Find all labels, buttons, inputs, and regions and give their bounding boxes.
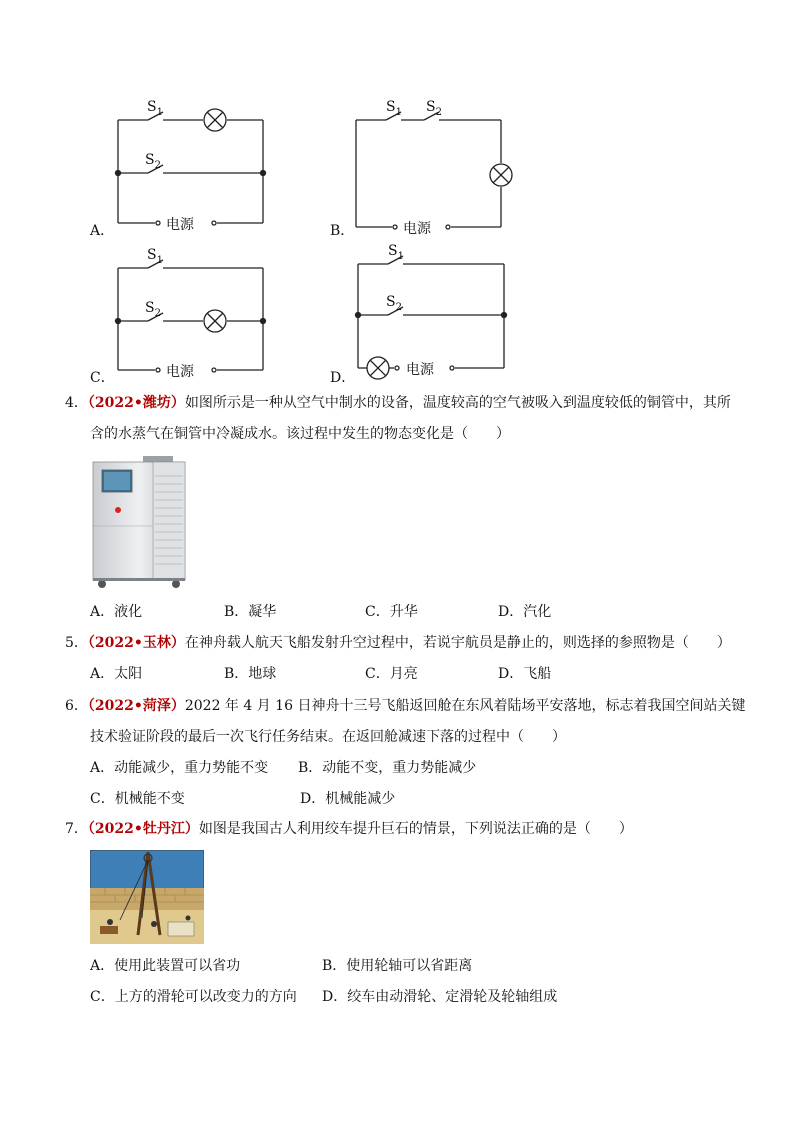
question-source: （2022•潍坊） [87, 395, 185, 411]
question-number: 6． [65, 698, 88, 714]
circuit-b-letter: B． [330, 223, 355, 239]
question-6-line2: 技术验证阶段的最后一次飞行任务结束。在返回舱减速下落的过程中（ ） [90, 729, 566, 745]
question-number: 7． [65, 821, 88, 837]
switch-s1-label: $S_1$ [147, 247, 163, 266]
question-7-line1 [65, 819, 633, 839]
q6-option-b[interactable]: B．动能不变，重力势能减少 [298, 760, 477, 776]
windlass-image [90, 850, 204, 944]
water-generator-image [88, 456, 190, 590]
circuit-diagrams [0, 0, 794, 400]
switch-s1-label: $S_1$ [386, 99, 402, 118]
question-5-line1 [65, 633, 731, 653]
q6-option-d[interactable]: D．机械能减少 [300, 791, 396, 807]
switch-s2-label: $S_2$ [426, 99, 442, 118]
question-source: （2022•玉林） [87, 635, 185, 651]
q5-option-c[interactable]: C．月亮 [365, 666, 418, 682]
question-source: （2022•牡丹江） [87, 821, 199, 837]
circuit-a-letter: A． [90, 223, 115, 239]
q7-option-b[interactable]: B．使用轮轴可以省距离 [322, 958, 473, 974]
power-label: 电源 [166, 217, 194, 233]
switch-s1-label: $S_1$ [388, 243, 404, 262]
q7-option-d[interactable]: D．绞车由动滑轮、定滑轮及轮轴组成 [322, 989, 558, 1005]
question-source: （2022•菏泽） [87, 698, 185, 714]
switch-s2-label: $S_2$ [145, 300, 161, 319]
q4-option-d[interactable]: D．汽化 [498, 604, 552, 620]
question-text: 在神舟载人航天飞船发射升空过程中，若说宇航员是静止的，则选择的参照物是（ ） [184, 635, 731, 651]
q7-option-c[interactable]: C．上方的滑轮可以改变力的方向 [90, 989, 297, 1005]
question-4-line2: 含的水蒸气在铜管中冷凝成水。该过程中发生的物态变化是（ ） [90, 426, 510, 442]
q5-option-a[interactable]: A．太阳 [90, 666, 143, 682]
q7-option-a[interactable]: A．使用此装置可以省功 [90, 958, 241, 974]
q4-option-c[interactable]: C．升华 [365, 604, 418, 620]
circuit-d [356, 256, 507, 379]
switch-s1-label: $S_1$ [147, 99, 163, 118]
question-6-line1 [65, 696, 745, 716]
power-label: 电源 [166, 364, 194, 380]
switch-s2-label: $S_2$ [386, 294, 402, 313]
question-text: 如图是我国古人利用绞车提升巨石的情景，下列说法正确的是（ ） [198, 821, 633, 837]
circuit-c-letter: C． [90, 370, 115, 386]
circuit-c [116, 260, 266, 372]
question-4-line1 [65, 393, 731, 413]
circuit-b [356, 112, 512, 229]
power-label: 电源 [406, 362, 434, 378]
q5-option-b[interactable]: B．地球 [224, 666, 277, 682]
q6-option-c[interactable]: C．机械能不变 [90, 791, 185, 807]
q6-option-a[interactable]: A．动能减少，重力势能不变 [90, 760, 269, 776]
circuit-d-letter: D． [330, 370, 356, 386]
q4-option-b[interactable]: B．凝华 [224, 604, 277, 620]
q4-option-a[interactable]: A．液化 [90, 604, 143, 620]
q5-option-d[interactable]: D．飞船 [498, 666, 552, 682]
question-text: 如图所示是一种从空气中制水的设备，温度较高的空气被吸入到温度较低的铜管中，其所 [184, 395, 731, 411]
question-number: 5． [65, 635, 88, 651]
switch-s2-label: $S_2$ [145, 152, 161, 171]
power-label: 电源 [403, 221, 431, 237]
question-text: 2022 年 4 月 16 日神舟十三号飞船返回舱在东风着陆场平安落地，标志着我国空间站关键 [184, 698, 746, 714]
question-number: 4． [65, 395, 88, 411]
circuit-a [116, 109, 266, 225]
